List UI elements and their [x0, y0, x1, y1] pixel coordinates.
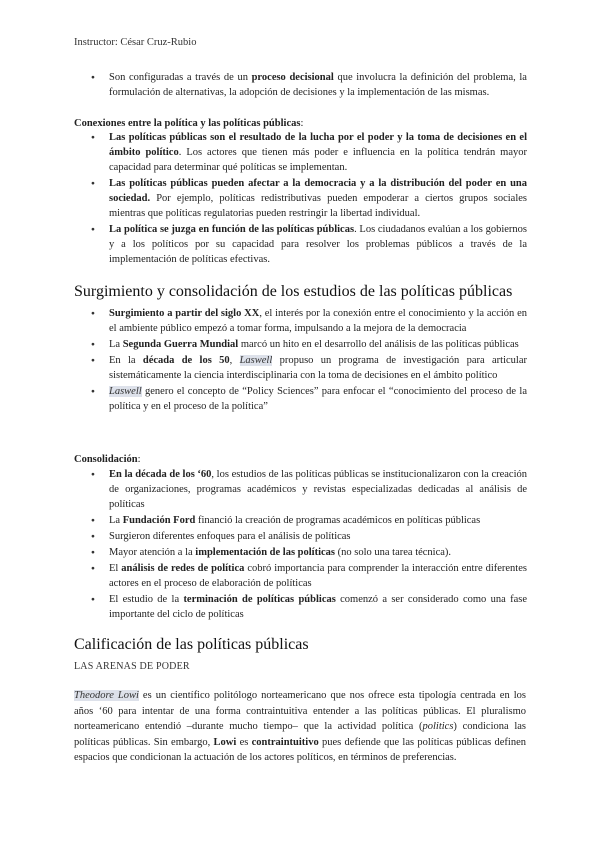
list-item: ● La política se juzga en función de las políticas públicas. Los ciudadanos evalúan a los gobiernos y a los políticos por su capacidad para resolver los problemas públicos a través de la implementación de políticas efectivas. [109, 222, 527, 267]
list-item: ● En la década de los 50, Laswell propuso un programa de investigación para articular sistemáticamente la ciencia interdisciplinaria con la toma de decisiones en el ámbito político [109, 353, 527, 383]
section-title-calificacion: Calificación de las políticas públicas [74, 636, 309, 653]
list-item: ● Las políticas públicas pueden afectar a la democracia y a la distribución del poder en una sociedad. Por ejemplo, políticas redistributivas pueden empoderar a ciertos grupos sociales mientras que políticas regulatorias pueden restringir la libertad individual. [109, 176, 527, 221]
list-item: ● En la década de los ‘60, los estudios de las políticas públicas se institucionalizaron con la creación de organizaciones, programas académicos y revistas especializadas dedicadas al análisis de políticas [109, 467, 527, 512]
list-item: ● La Segunda Guerra Mundial marcó un hito en el desarrollo del análisis de las políticas públicas [109, 337, 527, 352]
section-subtitle: LAS ARENAS DE PODER [74, 661, 190, 672]
conexiones-heading: Conexiones entre la política y las políticas públicas: [74, 118, 304, 129]
section-title-surgimiento: Surgimiento y consolidación de los estudios de las políticas públicas [74, 283, 513, 300]
intro-list [109, 70, 527, 101]
lowi-paragraph: Theodore Lowi es un científico politólogo norteamericano que nos ofrece esta tipología centrada en los años ‘60 para intentar de una forma contraintuitiva entender a las políticas públicas. El pluralismo norteamericano entendió –durante mucho tiempo– que la actividad política (politics) condiciona las políticas públicas. Sin embargo, Lowi es contraintuitivo pues defiende que las políticas públicas definen espacios que condicionan la actuación de los actores políticos, en términos de preferencias. [74, 690, 527, 763]
list-item: ● El análisis de redes de política cobró importancia para comprender la interacción entre diferentes actores en el proceso de elaboración de políticas [109, 561, 527, 591]
list-item: ● La Fundación Ford financió la creación de programas académicos en políticas públicas [109, 513, 527, 528]
list-item: ● Surgimiento a partir del siglo XX, el interés por la conexión entre el conocimiento y la acción en el ambiente público empezó a tomar forma, impulsando a la mejora de la democracia [109, 306, 527, 336]
consolidacion-heading: Consolidación: [74, 454, 141, 465]
conexiones-list [109, 130, 527, 268]
list-item: ● Son configuradas a través de un proceso decisional que involucra la definición del problema, la formulación de alternativas, la adopción de decisiones y la implementación de las mismas. [109, 70, 527, 100]
surgimiento-list [109, 306, 527, 415]
list-item: ● Laswell genero el concepto de “Policy Sciences” para enfocar el “conocimiento del proceso de la política y en el proceso de la política” [109, 384, 527, 414]
list-item: ● Las políticas públicas son el resultado de la lucha por el poder y la toma de decisiones en el ámbito político. Los actores que tienen más poder e influencia en la política tendrán mayor capacidad para determinar qué políticas se implementan. [109, 130, 527, 175]
lowi-highlight: Theodore Lowi [74, 690, 139, 701]
list-item: ● El estudio de la terminación de políticas públicas comenzó a ser considerado como una fase importante del ciclo de políticas [109, 592, 527, 622]
laswell-highlight: Laswell [239, 355, 273, 366]
consolidacion-list [109, 467, 527, 623]
instructor-header: Instructor: César Cruz-Rubio [74, 37, 197, 48]
list-item: ● Surgieron diferentes enfoques para el análisis de políticas [109, 529, 527, 544]
laswell-highlight: Laswell [109, 386, 142, 397]
list-item: ● Mayor atención a la implementación de las políticas (no solo una tarea técnica). [109, 545, 527, 560]
